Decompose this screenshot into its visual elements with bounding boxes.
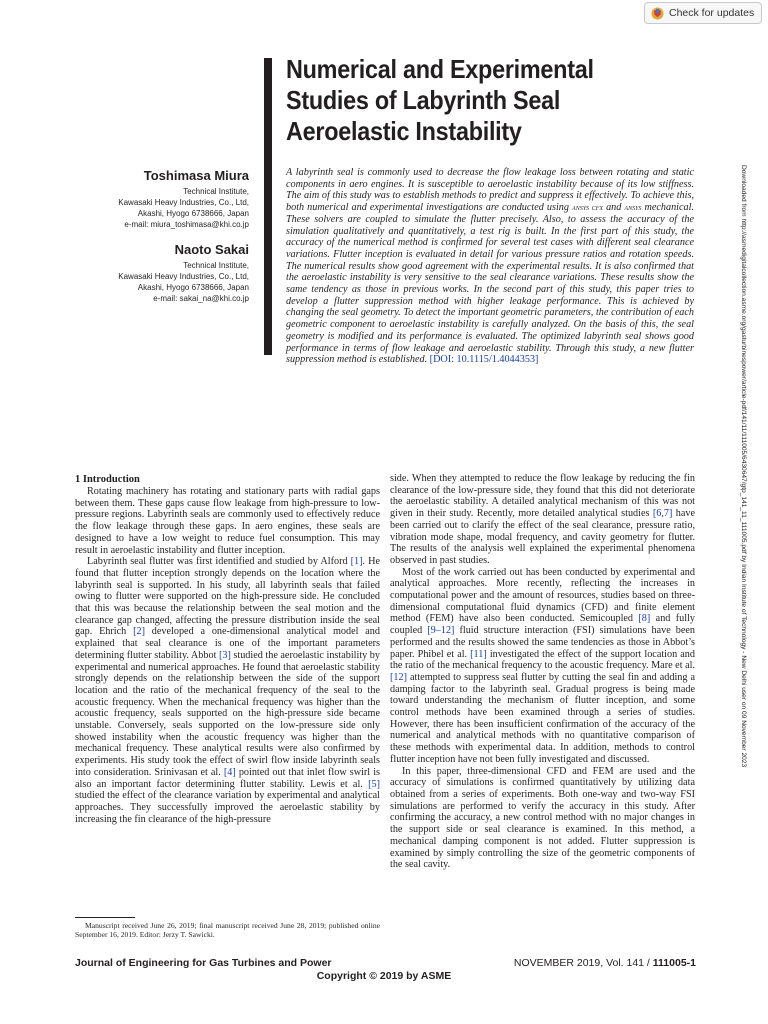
citation-link[interactable]: [12] (390, 671, 407, 683)
download-notice: Downloaded from http://asmedigitalcollection.asme.org/gasturbinespower/article-pdf/141/11/111005/6430647/gtp_141_11_111005.pdf by Indian Institute of Technology - New Delhi user on 09 November 2023 (740, 165, 747, 768)
footnote-rule (75, 917, 135, 918)
issue-info (514, 957, 696, 969)
abstract-software: ansys cfx (572, 202, 604, 213)
abstract-text: mechanical. These solvers are coupled to simulate the flutter precisely. Also, to assess the accuracy of the simulation qualitatively and quantitatively, a test rig is built. In the first part of this study, the accuracy of the numerical method is confirmed for several test cases with different seal clearance variations. Flutter inception is evaluated in detail for various pressure ratios and rotation speeds. The numerical results show good agreement with the experimental results. It is also confirmed that the aeroelastic instability is very sensitive to the seal clearance variations. These results show the same tendency as those in previous works. In the second part of this study, this paper tries to develop a flutter suppression method with higher leakage performance. This is achieved by changing the seal geometry. To detect the important geometric parameters, the contribution of each geometric component to aeroelastic instability is carefully analyzed. On the basis of this, the seal geometry is modified and its performance is evaluated. The optimized labyrinth seal shows good performance in terms of flow leakage and aeroelastic stability. Through this study, a new flutter suppression method is established. (286, 202, 694, 366)
author-name: Naoto Sakai (174, 242, 249, 257)
citation-link[interactable]: [5] (368, 778, 380, 790)
author-affiliation: Kawasaki Heavy Industries, Co., Ltd, (118, 198, 249, 207)
body-text: pointed out that inlet flow swirl is also an important factor determining flutter stability. Lewis et al. (75, 766, 380, 790)
right-column (390, 473, 695, 871)
body-text: fluid structure interaction (FSI) simulations have been performed and the results showed the same tendencies as those in Abbot’s paper. Phibel et al. (390, 625, 695, 660)
body-text: Most of the work carried out has been conducted by experimental and analytical approaches. More recently, reflecting the increases in computational power and the amount of resources, studies based on three-dimensional computational fluid dynamics (CFD) and finite element method (FEM) have also been conducted. Semicoupled (390, 566, 695, 625)
body-text: have been carried out to clarify the effect of the seal clearance, pressure ratio, vibration mode shape, modal frequency, and cavity geometry for flutter. The results of the analysis well explained the experimental phenomena observed in past studies. (390, 508, 695, 566)
author-affiliation: Kawasaki Heavy Industries, Co., Ltd, (118, 272, 249, 281)
author-affiliation: Technical Institute, (183, 187, 249, 196)
crossmark-icon (651, 7, 664, 20)
body-paragraph (75, 556, 380, 825)
body-paragraph (390, 473, 695, 567)
author-email: e-mail: sakai_na@khi.co.jp (153, 294, 249, 303)
doi-link[interactable]: [DOI: 10.1115/1.4044353] (429, 354, 539, 366)
citation-link[interactable]: [8] (638, 613, 651, 625)
check-for-updates-label: Check for updates (669, 7, 755, 19)
body-paragraph: In this paper, three-dimensional CFD and FEM are used and the accuracy of simulations is confirmed quantitatively by utilizing data obtained from a series of experiments. Both one-way and two-way FSI simulations are performed to verify the accuracy in this study. After confirming the accuracy, a new control method with no major changes in the support side or seal clearance is examined. In this method, a mechanical damping component is not added. Flutter suppression is examined by simply controlling the size of the geometric components of the seal cavity. (390, 765, 695, 871)
body-text: and fully coupled (390, 613, 696, 637)
section-heading: 1 Introduction (75, 474, 140, 485)
citation-link[interactable]: [1] (350, 556, 363, 568)
copyright: Copyright © 2019 by ASME (316, 970, 452, 982)
issue-separator: / (644, 957, 653, 969)
page-number: 111005-1 (652, 957, 696, 969)
author-block (100, 242, 249, 304)
body-text: investigated the effect of the support location and the ratio of the mechanical frequency to the acoustic frequency. Mare et al. (390, 648, 695, 672)
citation-link[interactable]: [6,7] (652, 508, 673, 520)
issue-date: NOVEMBER 2019, Vol. 141 (513, 957, 645, 969)
author-email: e-mail: miura_toshimasa@khi.co.jp (124, 220, 249, 229)
body-text: developed a one-dimensional analytical model and explained that seal clearance is one of the important parameters determining flutter stability. Abbot (75, 626, 380, 661)
body-text: studied the aeroelastic instability by experimental and numerical approaches. He found that aeroelastic stability strongly depends on the relationship between the side of the support location and the ratio of the mechanical frequency of the seal to the acoustic frequency. When the mechanical frequency was higher than the acoustic frequency, seals supported on the high-pressure side became unstable. Conversely, seals supported on the low-pressure side only showed instability when the acoustic frequency was higher than the mechanical frequency. These analytical results were also confirmed by experiments. His study took the effect of swirl flow inside labyrinth seals into consideration. Srinivasan et al. (75, 649, 380, 778)
body-text: studied the effect of the clearance variation by experimental and analytical approaches. They successfully improved the aeroelastic stability by increasing the fin clearance of the high-pressure (75, 790, 380, 825)
citation-link[interactable]: [2] (133, 626, 145, 638)
abstract-text: and (603, 202, 625, 214)
check-for-updates-button[interactable] (644, 2, 762, 24)
citation-link[interactable]: [11] (470, 648, 487, 660)
author-list (100, 168, 249, 304)
paper-title: Numerical and Experimental Studies of Labyrinth Seal Aeroelastic Instability (286, 54, 594, 146)
citation-link[interactable]: [4] (223, 766, 236, 778)
author-affiliation: Akashi, Hyogo 6738666, Japan (137, 209, 249, 218)
abstract (286, 167, 694, 366)
citation-link[interactable]: [9–12] (427, 625, 455, 637)
left-column (75, 473, 380, 825)
footnote: Manuscript received June 26, 2019; final manuscript received June 28, 2019; published online September 16, 2019. Editor: Jerzy T. Sawicki. (75, 921, 380, 940)
title-bar-rule (264, 58, 272, 355)
body-text: attempted to suppress seal flutter by cutting the seal fin and adding a damping factor to the labyrinth seal. Gradual progress is being made toward understanding the mechanism of flutter inception, and some control methods have been examined through a series of studies. However, there has been insufficient confirmation of the accuracy of the numerical and analytical methods with no quantitative comparison of these methods with experimental data. In addition, methods to control flutter inception have not been fully investigated and discussed. (390, 671, 695, 765)
citation-link[interactable]: [3] (218, 649, 231, 661)
author-block (100, 168, 249, 230)
author-affiliation: Technical Institute, (183, 261, 249, 270)
author-affiliation: Akashi, Hyogo 6738666, Japan (137, 283, 249, 292)
author-name: Toshimasa Miura (143, 168, 249, 183)
body-paragraph (390, 567, 695, 766)
body-text: side. When they attempted to reduce the flow leakage by reducing the fin clearance of the low-pressure side, they found that this did not deteriorate the aeroelastic stability. A detailed analytical mechanism of this was not given in their study. Recently, more detailed analytical studies (390, 473, 695, 520)
abstract-text: A labyrinth seal is commonly used to decrease the flow leakage loss between rotating and static components in aero engines. It is susceptible to aeroelastic instability because of its low stiffness. The aim of this study was to establish methods to predict and suppress it effectively. To achieve this, both numerical and experimental investigations are conducted using (286, 167, 694, 214)
body-text: Labyrinth seal flutter was first identified and studied by Alford (87, 556, 351, 568)
body-text: . He found that flutter inception strongly depends on the location where the labyrinth seal is supported. In his study, all labyrinth seals that failed owing to flutter were supported on the high-pressure side. He concluded that this was because the relationship between the seal motion and the clearance gap changed, affecting the pressure distribution inside the seal gap. Ehrich (75, 556, 380, 638)
body-paragraph: Rotating machinery has rotating and stationary parts with radial gaps between them. These gaps cause flow leakage from high-pressure to low-pressure regions. Labyrinth seals are commonly used to effectively reduce the flow leakage through these gaps. In aero engines, these seals are designed to have a low weight to reduce fuel consumption. This may result in aeroelastic instability and flutter inception. (75, 486, 380, 556)
abstract-software: ansys (624, 202, 642, 213)
journal-name: Journal of Engineering for Gas Turbines and Power (75, 957, 332, 969)
